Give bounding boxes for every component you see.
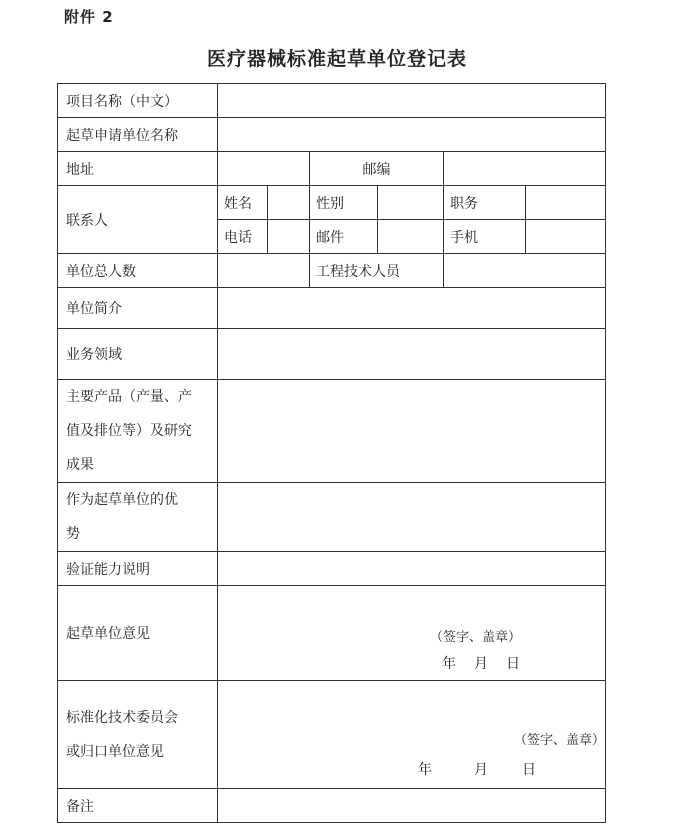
row-unit-intro (58, 288, 606, 329)
row-staff (58, 254, 606, 288)
row-contact-1 (58, 186, 606, 220)
main-products-line-1: 主要产品（产量、产 (66, 389, 192, 405)
business-field-field[interactable] (218, 329, 606, 380)
advantage-line-2: 势 (66, 526, 80, 542)
main-products-field[interactable] (218, 380, 606, 483)
committee-signature-note: （签字、盖章） (514, 733, 606, 748)
committee-opinion-line-1: 标准化技术委员会 (66, 709, 178, 726)
committee-opinion-label (58, 681, 218, 789)
verification-field[interactable] (218, 552, 606, 586)
row-business-field (58, 329, 606, 380)
attachment-label: 附件 2 (64, 8, 114, 26)
advantage-field[interactable] (218, 483, 606, 552)
phone-label: 电话 (218, 220, 268, 254)
committee-opinion-field[interactable] (218, 681, 606, 789)
row-drafting-opinion (58, 586, 606, 681)
main-products-line-2: 值及排位等）及研究 (66, 423, 192, 439)
drafting-month-label: 月 (474, 656, 490, 672)
contact-label: 联系人 (58, 186, 218, 254)
row-address (58, 152, 606, 186)
committee-month-label: 月 (474, 762, 490, 778)
row-main-products (58, 380, 606, 483)
verification-label: 验证能力说明 (58, 552, 218, 586)
registration-form-table (57, 83, 606, 823)
row-verification (58, 552, 606, 586)
project-name-label: 项目名称（中文） (58, 84, 218, 118)
main-products-label (58, 380, 218, 483)
engineering-staff-field[interactable] (444, 254, 606, 288)
postcode-field[interactable] (444, 152, 606, 186)
form-title: 医疗器械标准起草单位登记表 (206, 48, 467, 70)
postcode-label: 邮编 (310, 152, 444, 186)
address-field[interactable] (218, 152, 310, 186)
row-project-name (58, 84, 606, 118)
advantage-label (58, 483, 218, 552)
drafting-signature-note: （签字、盖章） (430, 630, 522, 645)
name-field[interactable] (268, 186, 310, 220)
drafting-opinion-label: 起草单位意见 (58, 586, 218, 681)
remarks-label: 备注 (58, 789, 218, 823)
position-label: 职务 (444, 186, 526, 220)
drafting-year-label: 年 (442, 656, 458, 672)
mobile-label: 手机 (444, 220, 526, 254)
advantage-line-1: 作为起草单位的优 (66, 492, 178, 508)
position-field[interactable] (526, 186, 606, 220)
phone-field[interactable] (268, 220, 310, 254)
remarks-field[interactable] (218, 789, 606, 823)
engineering-staff-label: 工程技术人员 (310, 254, 444, 288)
committee-year-label: 年 (418, 762, 434, 778)
business-field-label: 业务领域 (58, 329, 218, 380)
unit-intro-field[interactable] (218, 288, 606, 329)
row-remarks (58, 789, 606, 823)
gender-field[interactable] (378, 186, 444, 220)
drafting-opinion-field[interactable] (218, 586, 606, 681)
email-field[interactable] (378, 220, 444, 254)
total-staff-label: 单位总人数 (58, 254, 218, 288)
total-staff-field[interactable] (218, 254, 310, 288)
row-advantage (58, 483, 606, 552)
drafting-date (442, 653, 522, 673)
project-name-field[interactable] (218, 84, 606, 118)
address-label: 地址 (58, 152, 218, 186)
drafting-day-label: 日 (506, 656, 522, 672)
row-committee-opinion (58, 681, 606, 789)
gender-label: 性别 (310, 186, 378, 220)
drafting-unit-name-label: 起草申请单位名称 (58, 118, 218, 152)
committee-opinion-line-2: 或归口单位意见 (66, 743, 164, 760)
committee-date (418, 759, 538, 779)
committee-day-label: 日 (522, 762, 538, 778)
row-drafting-unit (58, 118, 606, 152)
email-label: 邮件 (310, 220, 378, 254)
main-products-line-3: 成果 (66, 457, 94, 473)
unit-intro-label: 单位简介 (58, 288, 218, 329)
drafting-unit-name-field[interactable] (218, 118, 606, 152)
mobile-field[interactable] (526, 220, 606, 254)
name-label: 姓名 (218, 186, 268, 220)
